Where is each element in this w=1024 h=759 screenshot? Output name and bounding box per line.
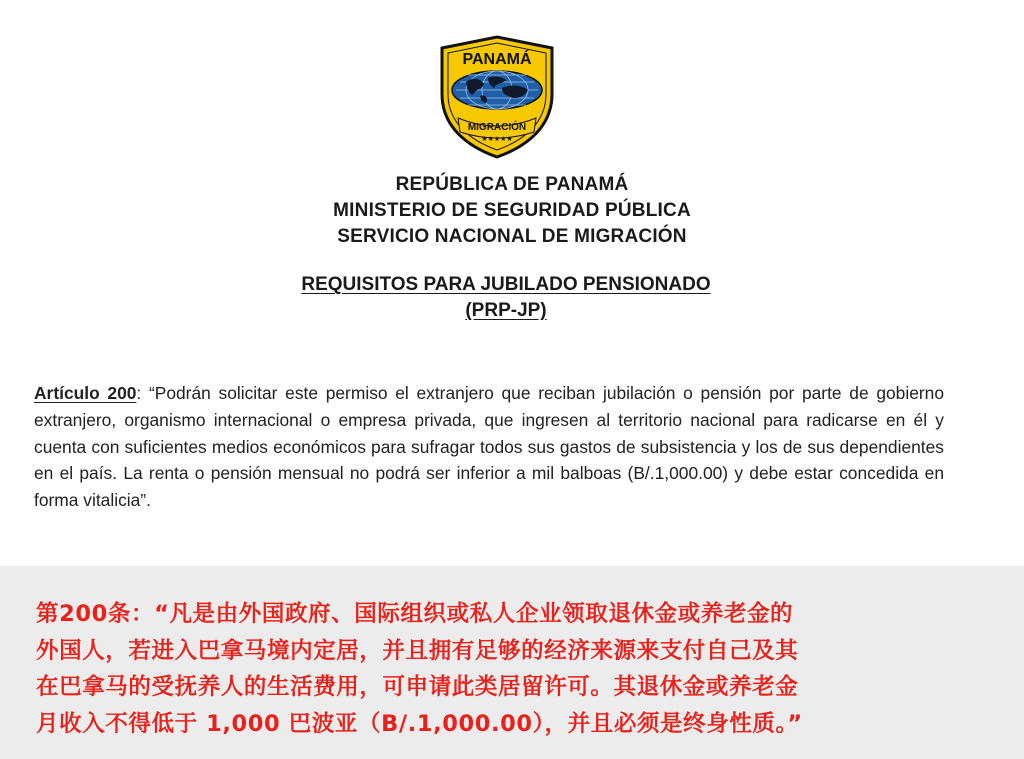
- article-label: Artículo 200: [34, 383, 137, 403]
- document-title: [0, 272, 1018, 324]
- logo-top-text: PANAMÁ: [462, 51, 532, 68]
- logo-stars: ★★★★★: [481, 135, 513, 143]
- translation-text: [36, 596, 996, 742]
- header-republic: REPÚBLICA DE PANAMÁ: [395, 174, 629, 195]
- article-body: : “Podrán solicitar este permiso el extranjero que reciban jubilación o pensión por parte de gobierno extranjero, organismo internacional o empresa privada, que ingresen al territorio nacional para radicarse en él y cuenta con suficientes medios económicos para sufragar todos sus gastos de subsistencia y los de sus dependientes en el país. La renta o pensión mensual no podrá ser inferior a mil balboas (B/.1,000.00) y debe estar concedida en forma vitalicia”.: [34, 383, 945, 511]
- header-service: SERVICIO NACIONAL DE MIGRACIÓN: [337, 226, 687, 247]
- translation-line-1: 第200条：“凡是由外国政府、国际组织或私人企业领取退休金或养老金的: [36, 601, 794, 627]
- header-ministry: MINISTERIO DE SEGURIDAD PÚBLICA: [333, 200, 691, 221]
- globe-icon: [452, 71, 542, 109]
- institution-header: [0, 172, 1024, 250]
- logo-bottom-text: MIGRACIÓN: [467, 122, 527, 133]
- translation-line-4: 月收入不得低于 1,000 巴波亚（B/.1,000.00），并且必须是终身性质。”: [36, 710, 803, 737]
- title-line-2: (PRP-JP): [465, 300, 547, 321]
- article-paragraph: [34, 380, 944, 514]
- translation-line-3: 在巴拿马的受抚养人的生活费用，可申请此类居留许可。其退休金或养老金: [36, 674, 799, 700]
- translation-line-2: 外国人，若进入巴拿马境内定居，并且拥有足够的经济来源来支付自己及其: [36, 637, 799, 664]
- title-line-1: REQUISITOS PARA JUBILADO PENSIONADO: [301, 274, 711, 295]
- migracion-panama-logo: [436, 34, 558, 160]
